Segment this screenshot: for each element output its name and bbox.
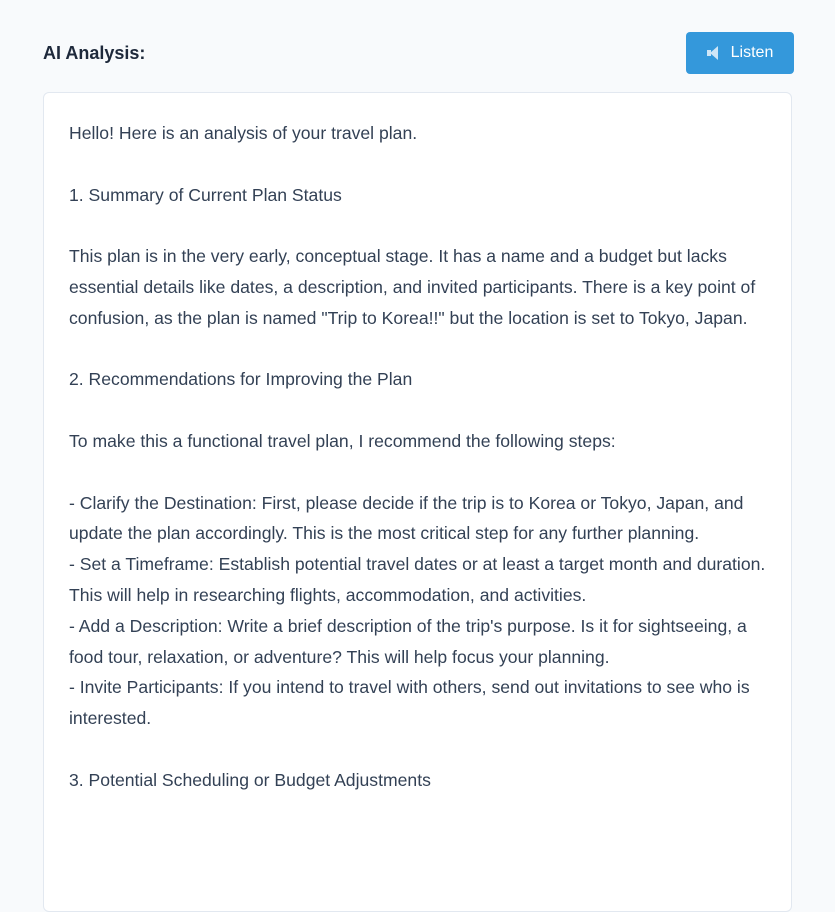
- speaker-icon: [707, 46, 721, 60]
- listen-button[interactable]: [686, 32, 794, 74]
- recommendation-item: - Set a Timeframe: Establish potential travel dates or at least a target month and duration. This will help in researching flights, accommodation, and activities.: [69, 554, 766, 605]
- analysis-header: [43, 32, 794, 74]
- section3-heading: 3. Potential Scheduling or Budget Adjustments: [69, 769, 431, 790]
- section1-heading: 1. Summary of Current Plan Status: [69, 184, 342, 205]
- analysis-text: [69, 118, 771, 796]
- section2-intro: To make this a functional travel plan, I recommend the following steps:: [69, 430, 616, 451]
- recommendation-item: - Invite Participants: If you intend to travel with others, send out invitations to see who is interested.: [69, 677, 750, 729]
- greeting-text: Hello! Here is an analysis of your travel plan.: [69, 123, 418, 143]
- section2-heading: 2. Recommendations for Improving the Plan: [69, 369, 413, 390]
- recommendation-item: - Add a Description: Write a brief description of the trip's purpose. Is it for sightseeing, a food tour, relaxation, or adventure? This will help focus your planning.: [69, 615, 747, 667]
- analysis-card: [43, 92, 792, 912]
- listen-button-label: Listen: [730, 44, 774, 61]
- page-title: AI Analysis:: [43, 43, 146, 63]
- recommendation-item: - Clarify the Destination: First, please decide if the trip is to Korea or Tokyo, Japan, and update the plan accordingly. This is the most critical step for any further planning.: [69, 492, 744, 544]
- section1-body: This plan is in the very early, conceptual stage. It has a name and a budget but lacks essential details like dates, a description, and invited participants. There is a key point of confusion, as the plan is named "Trip to Korea!!" but the location is set to Tokyo, Japan.: [69, 246, 756, 328]
